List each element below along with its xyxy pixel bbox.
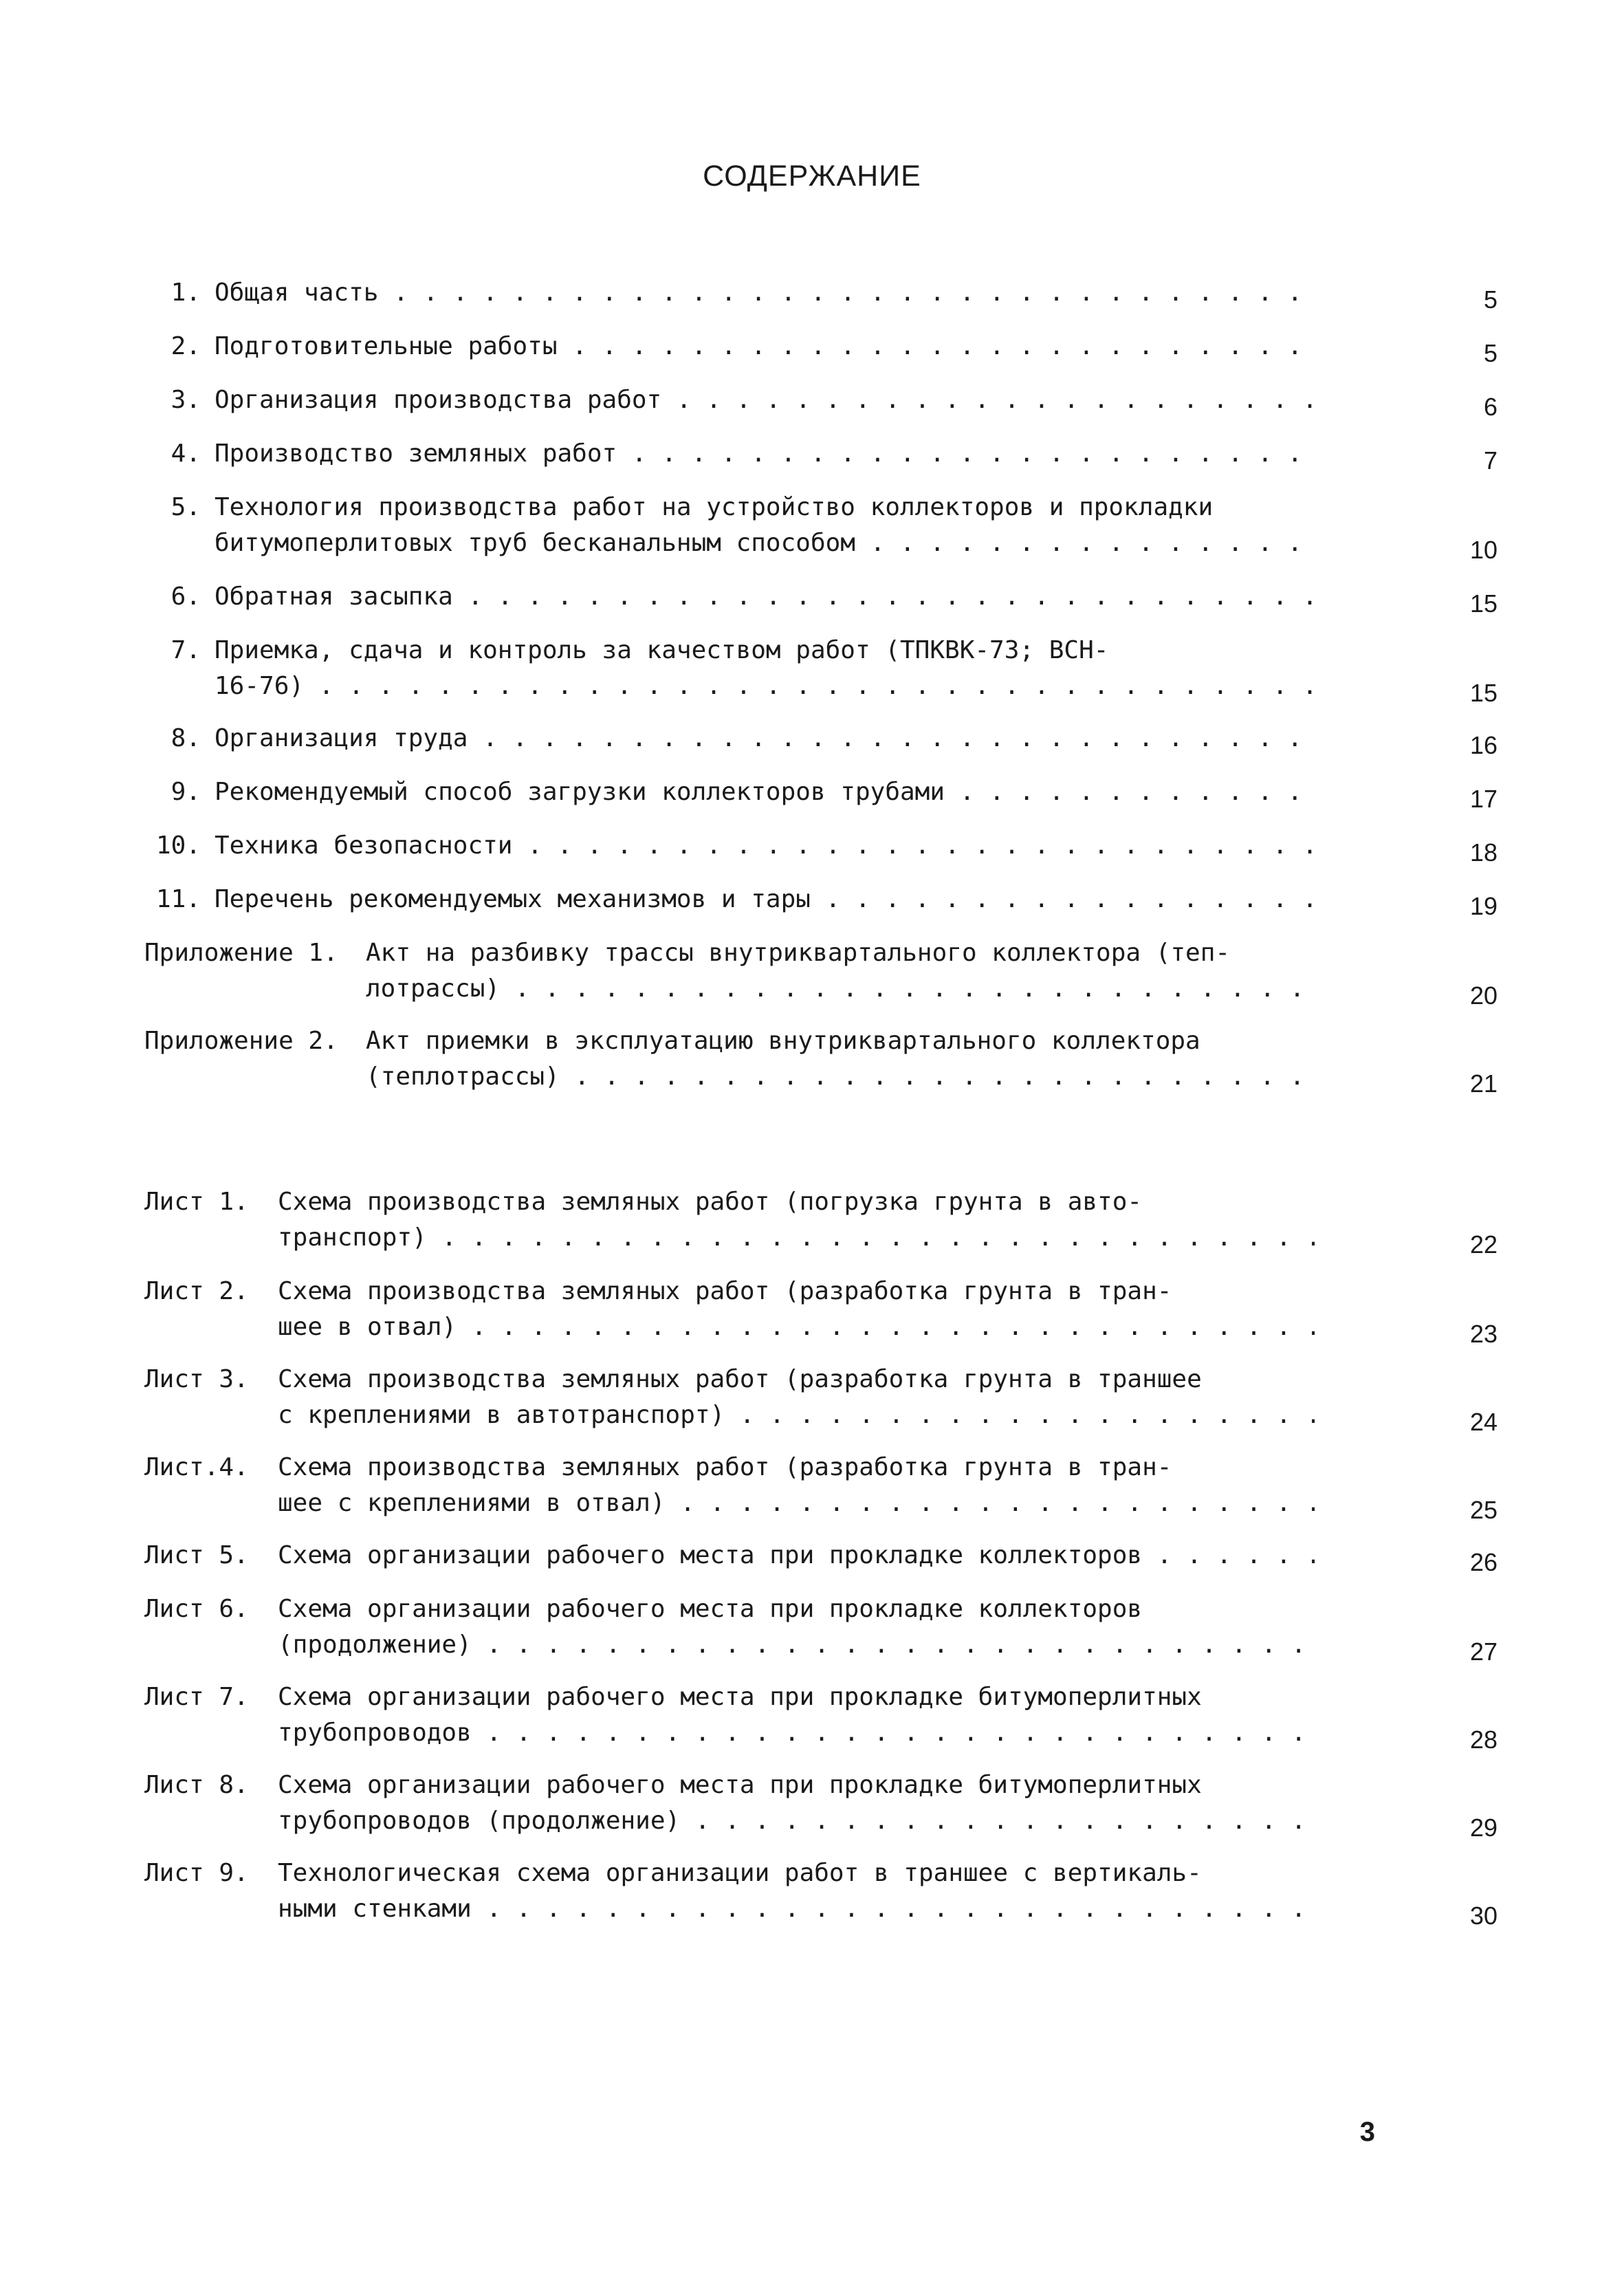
sheet-entry-page: 28 [1469, 1726, 1497, 1754]
title-line: Технология производства работ на устройство коллекторов и прокладки [215, 493, 1214, 521]
section-entry-title [215, 579, 1315, 615]
sheet-entry-title [278, 1450, 1315, 1521]
page-title: СОДЕРЖАНИЕ [703, 160, 921, 193]
sheet-entry-page: 22 [1469, 1230, 1497, 1259]
title-line: Схема производства земляных работ (погрузка грунта в авто- [278, 1188, 1143, 1216]
title-line: Схема производства земляных работ (разработка грунта в траншее [278, 1365, 1202, 1393]
sheet-entry-title [278, 1538, 1315, 1574]
sheet-entry-number: Лист 8. [144, 1771, 249, 1799]
title-line: лотрассы) . . . [366, 971, 1315, 1007]
sheet-entry-title [278, 1591, 1315, 1663]
title-line: Обратная засыпка . . . [215, 579, 1315, 615]
section-entry-number: 2. [171, 332, 201, 360]
title-line: Рекомендуемый способ загрузки коллекторов трубами . . . [215, 774, 1315, 810]
section-entry-title [215, 828, 1315, 864]
section-entry-page: 19 [1469, 892, 1497, 920]
title-line: Техника безопасности . . . [215, 828, 1315, 864]
sheet-entry-number: Лист 7. [144, 1683, 249, 1711]
title-line: Акт приемки в эксплуатацию внутриквартального коллектора [366, 1027, 1200, 1055]
appendix-entry-page: 20 [1469, 981, 1497, 1010]
section-entry-title [215, 721, 1315, 756]
sheet-entry-page: 26 [1469, 1548, 1497, 1576]
section-entry-page: 6 [1483, 393, 1497, 421]
section-entry-title [215, 774, 1315, 810]
appendix-entry-page: 21 [1469, 1069, 1497, 1098]
section-entry-number: 7. [171, 636, 201, 664]
title-line: Организация производства работ . . . [215, 382, 1315, 418]
sheet-entry-page: 27 [1469, 1637, 1497, 1666]
section-entry-page: 15 [1469, 679, 1497, 707]
title-line: 16-76) . . . [215, 668, 1315, 704]
sheet-entry-number: Лист.4. [144, 1453, 249, 1481]
title-line: Схема организации рабочего места при прокладке коллекторов [278, 1595, 1143, 1623]
sheet-entry-number: Лист 3. [144, 1365, 249, 1393]
title-line: с креплениями в автотранспорт) . . . [278, 1397, 1315, 1433]
section-entry-title [215, 633, 1315, 704]
title-line: (продолжение) . . . [278, 1627, 1315, 1663]
title-line: Общая часть . . . [215, 275, 1315, 311]
section-entry-page: 17 [1469, 785, 1497, 813]
section-entry-number: 3. [171, 386, 201, 414]
section-entry-title [215, 490, 1315, 561]
section-entry-number: 8. [171, 724, 201, 752]
title-line: Схема производства земляных работ (разработка грунта в тран- [278, 1277, 1172, 1305]
title-line: Акт на разбивку трассы внутриквартального коллектора (теп- [366, 939, 1231, 967]
section-entry-number: 1. [171, 279, 201, 307]
appendix-entry-number: Приложение 1. [144, 939, 338, 967]
section-entry-number: 10. [155, 831, 201, 860]
title-line: битумоперлитовых труб бесканальным способом . . . [215, 525, 1315, 561]
sheet-entry-page: 30 [1469, 1902, 1497, 1930]
section-entry-title [215, 436, 1315, 472]
section-entry-page: 7 [1483, 446, 1497, 475]
title-line: Схема организации рабочего места при прокладке коллекторов . . . [278, 1538, 1315, 1574]
section-entry-page: 15 [1469, 589, 1497, 618]
title-line: шее в отвал) . . . [278, 1309, 1315, 1345]
sheet-entry-page: 29 [1469, 1814, 1497, 1842]
sheet-entry-title [278, 1274, 1315, 1345]
section-entry-number: 5. [171, 493, 201, 521]
title-line: Организация труда . . . [215, 721, 1315, 756]
title-line: (теплотрассы) . . . [366, 1059, 1315, 1095]
title-line: трубопроводов . . . [278, 1715, 1315, 1751]
title-line: Схема производства земляных работ (разработка грунта в тран- [278, 1453, 1172, 1481]
sheet-entry-title [278, 1362, 1315, 1433]
sheet-entry-page: 23 [1469, 1320, 1497, 1348]
sheet-entry-title [278, 1184, 1315, 1256]
section-entry-page: 18 [1469, 838, 1497, 867]
title-line: трубопроводов (продолжение) . . . [278, 1803, 1315, 1839]
section-entry-number: 11. [155, 885, 201, 913]
section-entry-title [215, 882, 1315, 917]
title-line: Схема организации рабочего места при прокладке битумоперлитных [278, 1683, 1202, 1711]
title-line: Производство земляных работ . . . [215, 436, 1315, 472]
appendix-entry-number: Приложение 2. [144, 1027, 338, 1055]
section-entry-page: 5 [1483, 339, 1497, 367]
section-entry-page: 16 [1469, 731, 1497, 759]
section-entry-title [215, 382, 1315, 418]
section-entry-title [215, 275, 1315, 311]
title-line: Технологическая схема организации работ в траншее с вертикаль- [278, 1859, 1202, 1887]
sheet-entry-title [278, 1855, 1315, 1927]
sheet-entry-title [278, 1679, 1315, 1751]
section-entry-page: 5 [1483, 285, 1497, 314]
sheet-entry-page: 24 [1469, 1408, 1497, 1436]
section-entry-title [215, 329, 1315, 364]
title-line: Схема организации рабочего места при прокладке битумоперлитных [278, 1771, 1202, 1799]
appendix-entry-title [366, 1023, 1315, 1095]
sheet-entry-number: Лист 2. [144, 1277, 249, 1305]
sheet-entry-number: Лист 9. [144, 1859, 249, 1887]
title-line: шее с креплениями в отвал) . . . [278, 1485, 1315, 1521]
section-entry-number: 6. [171, 583, 201, 611]
title-line: Приемка, сдача и контроль за качеством работ (ТПКВК-73; ВСН- [215, 636, 1109, 664]
sheet-entry-number: Лист 1. [144, 1188, 249, 1216]
sheet-entry-number: Лист 6. [144, 1595, 249, 1623]
section-entry-number: 4. [171, 439, 201, 468]
title-line: ными стенками . . . [278, 1891, 1315, 1927]
section-entry-number: 9. [171, 778, 201, 806]
section-entry-page: 10 [1469, 536, 1497, 564]
appendix-entry-title [366, 935, 1315, 1007]
page-number: 3 [1359, 2117, 1375, 2147]
title-line: транспорт) . . . [278, 1220, 1315, 1256]
title-line: Подготовительные работы . . . [215, 329, 1315, 364]
sheet-entry-title [278, 1767, 1315, 1839]
sheet-entry-page: 25 [1469, 1496, 1497, 1524]
sheet-entry-number: Лист 5. [144, 1541, 249, 1569]
title-line: Перечень рекомендуемых механизмов и тары . . . [215, 882, 1315, 917]
